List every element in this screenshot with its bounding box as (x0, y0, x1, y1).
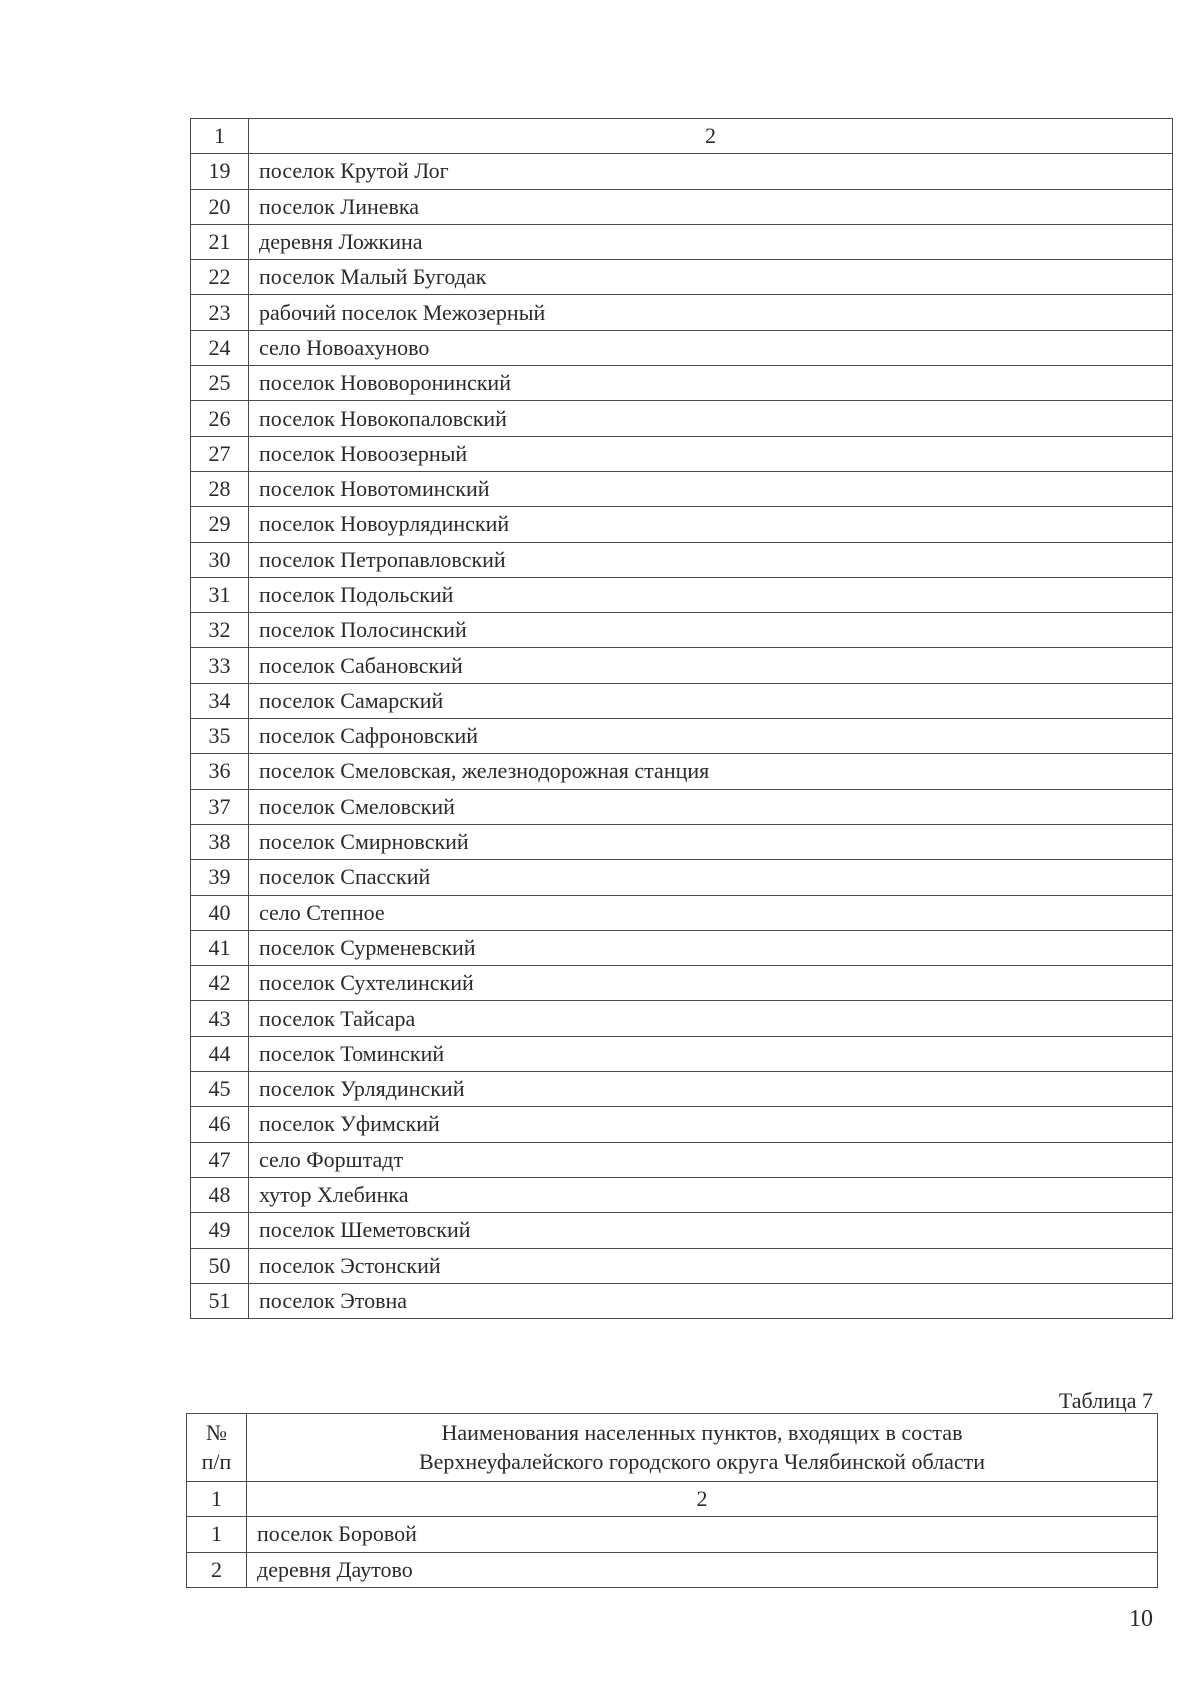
table-row (191, 648, 1173, 683)
row-number: 28 (191, 471, 249, 506)
settlement-name: поселок Малый Бугодак (249, 260, 1173, 295)
settlement-name: село Новоахуново (249, 330, 1173, 365)
settlement-name: село Степное (249, 895, 1173, 930)
table-row (191, 366, 1173, 401)
column-name-header: 2 (247, 1482, 1158, 1517)
table-row (191, 1248, 1173, 1283)
row-number: 21 (191, 224, 249, 259)
settlement-name: поселок Самарский (249, 683, 1173, 718)
row-number: 33 (191, 648, 249, 683)
table-7-name-column-title (247, 1414, 1158, 1482)
settlement-name: хутор Хлебинка (249, 1177, 1173, 1212)
table-row (191, 1142, 1173, 1177)
table-row (191, 224, 1173, 259)
table-row (187, 1517, 1158, 1552)
title-line-2: Верхнеуфалейского городского округа Челябинской области (418, 1448, 985, 1474)
row-number: 34 (191, 683, 249, 718)
settlement-name: поселок Смеловская, железнодорожная станция (249, 754, 1173, 789)
table-row (191, 154, 1173, 189)
row-number: 31 (191, 577, 249, 612)
table-row (191, 330, 1173, 365)
row-number: 36 (191, 754, 249, 789)
row-number: 20 (191, 189, 249, 224)
table-7-title-row (187, 1414, 1158, 1482)
table-row (191, 577, 1173, 612)
item-abbrev: п/п (201, 1448, 232, 1474)
settlement-name: поселок Петропавловский (249, 542, 1173, 577)
row-number: 46 (191, 1107, 249, 1142)
row-number: 27 (191, 436, 249, 471)
settlement-name: поселок Сабановский (249, 648, 1173, 683)
settlement-name: поселок Полосинский (249, 613, 1173, 648)
row-number: 37 (191, 789, 249, 824)
row-number: 41 (191, 930, 249, 965)
table-row (191, 1107, 1173, 1142)
row-number: 22 (191, 260, 249, 295)
table-row (191, 789, 1173, 824)
row-number: 35 (191, 719, 249, 754)
settlement-name: поселок Эстонский (249, 1248, 1173, 1283)
page-number: 10 (1129, 1606, 1153, 1632)
row-number: 49 (191, 1213, 249, 1248)
settlement-name: поселок Новотоминский (249, 471, 1173, 506)
settlement-name: поселок Новоурлядинский (249, 507, 1173, 542)
settlement-name: поселок Спасский (249, 860, 1173, 895)
row-number: 51 (191, 1283, 249, 1318)
table-row (191, 1213, 1173, 1248)
row-number: 50 (191, 1248, 249, 1283)
settlement-name: поселок Боровой (247, 1517, 1158, 1552)
settlement-name: село Форштадт (249, 1142, 1173, 1177)
table-7-caption: Таблица 7 (1058, 1388, 1153, 1413)
table-row (187, 1552, 1158, 1587)
table-row (191, 260, 1173, 295)
settlement-name: поселок Смеловский (249, 789, 1173, 824)
table-row (191, 436, 1173, 471)
table-7 (186, 1413, 1158, 1588)
settlement-name: поселок Сафроновский (249, 719, 1173, 754)
settlement-name: поселок Урлядинский (249, 1072, 1173, 1107)
settlement-name: рабочий поселок Межозерный (249, 295, 1173, 330)
settlements-table (190, 118, 1173, 1319)
table-row (191, 1283, 1173, 1318)
settlement-name: поселок Сухтелинский (249, 966, 1173, 1001)
title-line-1: Наименования населенных пунктов, входящих в состав (441, 1419, 963, 1445)
table-row (191, 401, 1173, 436)
row-number: 44 (191, 1036, 249, 1071)
column-name-header: 2 (249, 119, 1173, 154)
settlement-name: поселок Линевка (249, 189, 1173, 224)
table-row (191, 754, 1173, 789)
row-number: 32 (191, 613, 249, 648)
row-number: 25 (191, 366, 249, 401)
number-sign: № (206, 1419, 227, 1445)
settlement-name: деревня Ложкина (249, 224, 1173, 259)
table-row (191, 860, 1173, 895)
table-row (191, 719, 1173, 754)
table-row (191, 930, 1173, 965)
row-number: 42 (191, 966, 249, 1001)
settlement-name: поселок Томинский (249, 1036, 1173, 1071)
row-number: 29 (191, 507, 249, 542)
settlement-name: поселок Нововоронинский (249, 366, 1173, 401)
settlement-name: поселок Смирновский (249, 824, 1173, 859)
settlement-name: поселок Этовна (249, 1283, 1173, 1318)
table-7-number-column-title (187, 1414, 247, 1482)
table-row (191, 295, 1173, 330)
settlement-name: поселок Уфимский (249, 1107, 1173, 1142)
settlement-name: поселок Тайсара (249, 1001, 1173, 1036)
table-header-row (191, 119, 1173, 154)
settlement-name: поселок Сурменевский (249, 930, 1173, 965)
row-number: 40 (191, 895, 249, 930)
row-number: 43 (191, 1001, 249, 1036)
row-number: 24 (191, 330, 249, 365)
table-row (191, 1072, 1173, 1107)
table-row (191, 683, 1173, 718)
table-row (191, 613, 1173, 648)
column-number-header: 1 (187, 1482, 247, 1517)
table-row (191, 1001, 1173, 1036)
row-number: 30 (191, 542, 249, 577)
table-row (191, 471, 1173, 506)
row-number: 48 (191, 1177, 249, 1212)
settlement-name: поселок Новокопаловский (249, 401, 1173, 436)
row-number: 1 (187, 1517, 247, 1552)
table-row (191, 507, 1173, 542)
settlement-name: поселок Крутой Лог (249, 154, 1173, 189)
table-row (191, 1036, 1173, 1071)
column-number-header: 1 (191, 119, 249, 154)
settlement-name: поселок Новоозерный (249, 436, 1173, 471)
table-row (191, 189, 1173, 224)
settlement-name: деревня Даутово (247, 1552, 1158, 1587)
table-row (191, 966, 1173, 1001)
row-number: 19 (191, 154, 249, 189)
row-number: 23 (191, 295, 249, 330)
row-number: 45 (191, 1072, 249, 1107)
row-number: 47 (191, 1142, 249, 1177)
table-row (191, 1177, 1173, 1212)
settlement-name: поселок Шеметовский (249, 1213, 1173, 1248)
row-number: 26 (191, 401, 249, 436)
row-number: 39 (191, 860, 249, 895)
table-row (191, 895, 1173, 930)
row-number: 2 (187, 1552, 247, 1587)
settlement-name: поселок Подольский (249, 577, 1173, 612)
table-row (191, 824, 1173, 859)
table-row (191, 542, 1173, 577)
row-number: 38 (191, 824, 249, 859)
table-header-row (187, 1482, 1158, 1517)
